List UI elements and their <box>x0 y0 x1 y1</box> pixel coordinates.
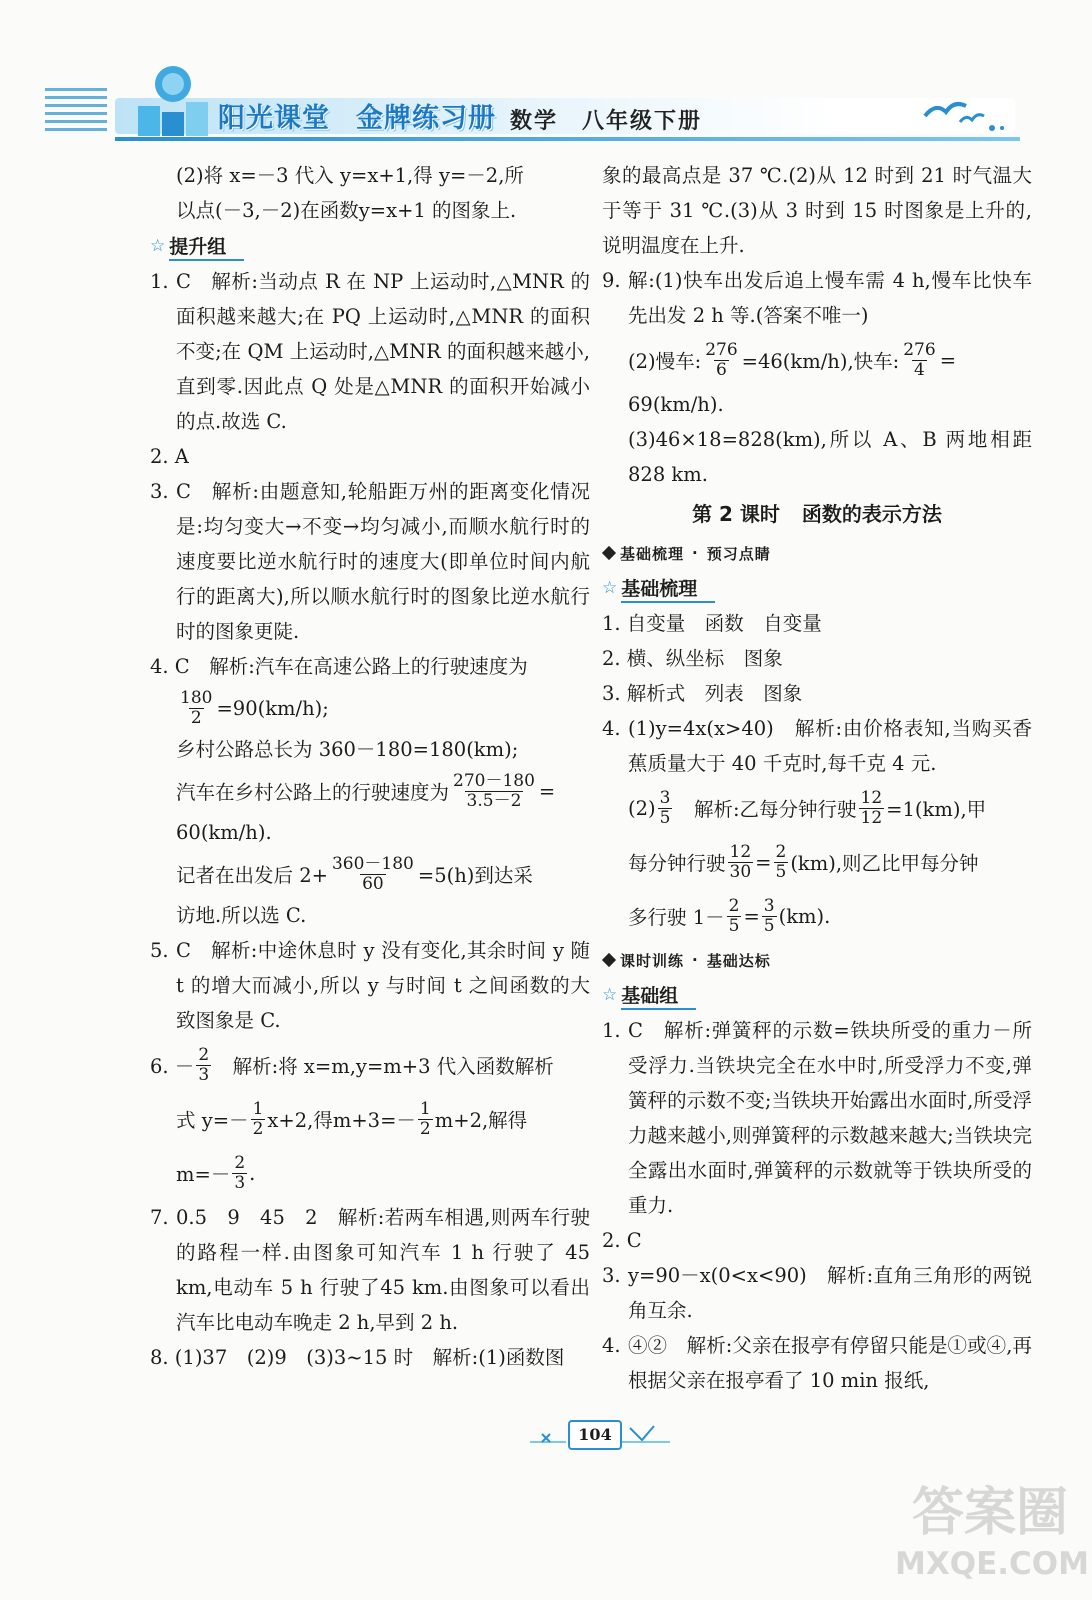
formula-text: . <box>249 1161 256 1185</box>
answer-item-1 <box>150 264 590 439</box>
item-number: 3. <box>602 1264 621 1287</box>
formula-line <box>150 767 590 815</box>
separator-dot: · <box>692 544 699 562</box>
item-number: 1. <box>150 270 169 293</box>
numerator: 3 <box>659 787 671 808</box>
answer-item-9-line: (3)46×18=828(km),所以 A、B 两地相距 828 km. <box>628 428 1032 486</box>
denominator: 60 <box>362 873 384 894</box>
basics-item-4 <box>602 711 1032 781</box>
training-item-3 <box>602 1258 1032 1328</box>
basics-item-1: 1. 自变量 函数 自变量 <box>602 612 822 635</box>
formula-text: m+2,解得 <box>434 1109 528 1132</box>
lesson-name: 函数的表示方法 <box>801 502 942 526</box>
formula-text: = <box>755 850 772 874</box>
item-number: 3. <box>150 480 169 503</box>
intro-line-2: 以点(－3,－2)在函数y=x+1 的图象上. <box>176 199 517 222</box>
formula-tail: =90(km/h); <box>216 696 329 720</box>
lesson-title <box>602 492 1032 536</box>
denominator: 3.5－2 <box>466 790 522 811</box>
formula-text: 解析:将 x=m,y=m+3 代入函数解析 <box>213 1055 554 1078</box>
series-title <box>218 96 496 135</box>
formula-text: (2)慢车: <box>628 350 702 373</box>
fraction <box>658 789 673 828</box>
numerator: 2 <box>728 895 740 916</box>
watermark-logo <box>895 1482 1090 1594</box>
item-text: C 解析:当动点 R 在 NP 上运动时,△MNR 的面积越来越大;在 PQ 上运动时,△MNR 的面积不变;在 QM 上运动时,△MNR 的面积越来越小,直到零.因此点 Q 处是△MNR 的面积开始减小的点.故选 C. <box>176 270 590 433</box>
answer-item-6 <box>150 1038 590 1092</box>
item-number: 7. <box>150 1206 169 1229</box>
formula-line <box>602 889 1032 943</box>
item-text: ④② 解析:父亲在报亭有停留只能是①或④,再根据父亲在报亭看了 10 min 报纸, <box>628 1334 1032 1392</box>
formula-tail: =5(h)到达采 <box>417 864 533 887</box>
numerator: 3 <box>763 895 775 916</box>
star-icon: ☆ <box>602 578 618 598</box>
numerator: 276 <box>705 339 738 360</box>
numerator: 1 <box>419 1098 431 1119</box>
answer-item-9 <box>602 263 1032 333</box>
diamond-icon <box>602 546 616 560</box>
page-header <box>0 0 1092 160</box>
formula-text: 汽车在乡村公路上的行驶速度为 <box>176 781 450 804</box>
denominator: 30 <box>729 861 752 882</box>
denominator: 2 <box>190 707 202 728</box>
formula-line <box>150 850 590 898</box>
formula-text: x+2,得m+3=－ <box>267 1109 416 1132</box>
formula-text: =1(km),甲 <box>886 798 987 821</box>
denominator: 3 <box>198 1064 210 1085</box>
formula-text: 每分钟行驶 <box>628 852 726 875</box>
right-column <box>602 158 1032 1398</box>
fraction <box>178 689 214 728</box>
formula-tail: = <box>538 779 556 803</box>
formula-line <box>150 1092 590 1146</box>
answer-item-7 <box>150 1200 590 1340</box>
group-heading-label: 提升组 <box>169 232 244 261</box>
formula-text: (km),则乙比甲每分钟 <box>790 852 979 875</box>
left-column <box>150 158 590 1375</box>
fraction <box>451 772 537 811</box>
numerator: 2 <box>198 1044 210 1065</box>
numerator: 12 <box>729 841 752 862</box>
basics-item-2: 2. 横、纵坐标 图象 <box>602 647 783 670</box>
formula-line <box>602 835 1032 889</box>
numerator: 2 <box>234 1152 246 1173</box>
formula-text: (km). <box>778 904 831 928</box>
formula-line <box>602 333 1032 387</box>
seagulls-icon <box>920 88 1020 138</box>
fraction <box>232 1154 247 1193</box>
fraction <box>901 341 937 380</box>
item-number: 5. <box>150 939 169 962</box>
fraction <box>774 843 789 882</box>
denominator: 2 <box>419 1118 431 1139</box>
numerator: 270－180 <box>453 770 535 791</box>
answer-item-4-line: 60(km/h). <box>176 821 272 844</box>
denominator: 2 <box>252 1118 264 1139</box>
formula-text: m=－ <box>176 1163 231 1186</box>
training-item-2: 2. C <box>602 1229 642 1252</box>
fraction <box>330 855 416 894</box>
item-number: 4. <box>602 717 621 740</box>
fraction <box>728 843 754 882</box>
item-text: y=90－x(0<x<90) 解析:直角三角形的两锐角互余. <box>628 1264 1032 1322</box>
formula-text: (2) <box>628 796 656 820</box>
continued-text: 象的最高点是 37 ℃.(2)从 12 时到 21 时气温大于等于 31 ℃.(3)从 3 时到 15 时图象是上升的,说明温度在上升. <box>602 164 1032 257</box>
fraction <box>418 1100 433 1139</box>
answer-item-9-line: 69(km/h). <box>628 393 724 416</box>
formula-text: =46(km/h),快车: <box>741 350 900 373</box>
numerator: 276 <box>903 339 936 360</box>
item-number: 1. <box>602 1019 621 1042</box>
series-title-b: 金牌练习册 <box>356 103 496 134</box>
fraction <box>762 897 777 936</box>
formula-text: 6. － <box>150 1055 195 1078</box>
section-label-b: 预习点睛 <box>706 544 771 563</box>
star-icon: ☆ <box>602 985 618 1005</box>
training-item-4 <box>602 1328 1032 1398</box>
section-label-a: 课时训练 <box>620 951 685 970</box>
fraction <box>251 1100 266 1139</box>
group-heading-label: 基础梳理 <box>621 574 715 603</box>
section-heading-1 <box>602 536 1032 570</box>
page-number: 104 <box>568 1420 622 1450</box>
item-text: C 解析:弹簧秤的示数=铁块所受的重力－所受浮力.当铁块完全在水中时,所受浮力不变,弹簧秤的示数不变;当铁块开始露出水面时,所受浮力越来越小,则弹簧秤的示数越来越大;当铁块完全露出水面时,弹簧秤的示数就等于铁块所受的重力. <box>628 1019 1032 1217</box>
watermark-text-top: 答案圈 <box>911 1483 1068 1543</box>
lesson-number: 第 2 课时 <box>692 502 780 526</box>
training-item-1 <box>602 1013 1032 1223</box>
fraction <box>703 341 739 380</box>
subject-label: 数学 <box>510 109 559 134</box>
answer-item-5 <box>150 933 590 1038</box>
answer-item-4-line: 访地.所以选 C. <box>176 904 307 927</box>
answer-item-3 <box>150 474 590 649</box>
watermark-text-bottom: MXQE.COM <box>895 1546 1090 1582</box>
formula-text: = <box>743 904 760 928</box>
item-text: (1)y=4x(x>40) 解析:由价格表知,当购买香蕉质量大于 40 千克时,每千克 4 元. <box>628 717 1032 775</box>
formula-text: = <box>939 348 957 372</box>
denominator: 5 <box>728 915 740 936</box>
formula-text: 记者在出发后 2+ <box>176 864 328 887</box>
separator-dot: · <box>692 951 699 969</box>
answer-item-8: 8. (1)37 (2)9 (3)3~15 时 解析:(1)函数图 <box>150 1346 565 1369</box>
star-icon: ☆ <box>150 236 166 256</box>
numerator: 12 <box>860 787 883 808</box>
item-text: C 解析:由题意知,轮船距万州的距离变化情况是:均匀变大→不变→均匀减小,而顺水航行时的速度要比逆水航行时的速度大(即单位时间内航行的距离大),所以顺水航行时的图象比逆水航行时的图象更陡. <box>176 480 590 643</box>
formula-text: 式 y=－ <box>176 1109 249 1132</box>
denominator: 5 <box>659 807 671 828</box>
denominator: 12 <box>860 807 883 828</box>
answer-item-4-line: 乡村公路总长为 360－180=180(km); <box>176 738 519 761</box>
item-number: 9. <box>602 269 621 292</box>
grade-label: 八年级下册 <box>582 109 703 134</box>
group-heading-tisheng <box>150 230 244 262</box>
group-heading-jichu <box>602 979 696 1011</box>
answer-item-4-head: 4. C 解析:汽车在高速公路上的行驶速度为 <box>150 655 528 678</box>
item-text: 0.5 9 45 2 解析:若两车相遇,则两车行驶的路程一样.由图象可知汽车 1 h 行驶了 45 km,电动车 5 h 行驶了45 km.由图象可以看出汽车比电动车晚走 2 h,早到 2 h. <box>176 1206 590 1334</box>
section-heading-2 <box>602 943 1032 977</box>
formula-text: 多行驶 1－ <box>628 906 725 929</box>
denominator: 5 <box>775 861 787 882</box>
section-label-b: 基础达标 <box>706 951 771 970</box>
denominator: 6 <box>716 359 727 380</box>
denominator: 5 <box>763 915 775 936</box>
item-number: 4. <box>602 1334 621 1357</box>
formula-line <box>150 1146 590 1200</box>
answer-item-2: 2. A <box>150 445 189 468</box>
numerator: 1 <box>252 1098 264 1119</box>
numerator: 360－180 <box>331 853 414 874</box>
intro-line-1: (2)将 x=－3 代入 y=x+1,得 y=－2,所 <box>176 164 524 187</box>
formula-text: 解析:乙每分钟行驶 <box>674 798 857 821</box>
numerator: 2 <box>775 841 787 862</box>
item-text: 解:(1)快车出发后追上慢车需 4 h,慢车比快车先出发 2 h 等.(答案不唯一) <box>628 269 1032 327</box>
fraction <box>859 789 885 828</box>
numerator: 180 <box>180 687 213 708</box>
header-stripes <box>45 88 107 134</box>
fraction <box>727 897 742 936</box>
denominator: 4 <box>914 359 925 380</box>
formula-line <box>602 781 1032 835</box>
diamond-icon <box>602 953 616 967</box>
fraction <box>196 1046 211 1085</box>
denominator: 3 <box>234 1172 246 1193</box>
item-text: C 解析:中途休息时 y 没有变化,其余时间 y 随 t 的增大而减小,所以 y 与时间 t 之间函数的大致图象是 C. <box>176 939 590 1032</box>
basics-item-3: 3. 解析式 列表 图象 <box>602 682 803 705</box>
section-label-a: 基础梳理 <box>620 544 685 563</box>
group-heading-jichu-shuli <box>602 572 715 604</box>
header-rule <box>115 137 1020 141</box>
series-title-a: 阳光课堂 <box>218 103 330 134</box>
sunshine-classroom-logo <box>128 62 218 140</box>
formula-line <box>150 684 590 732</box>
group-heading-label: 基础组 <box>621 981 696 1010</box>
subject-grade <box>510 104 702 135</box>
